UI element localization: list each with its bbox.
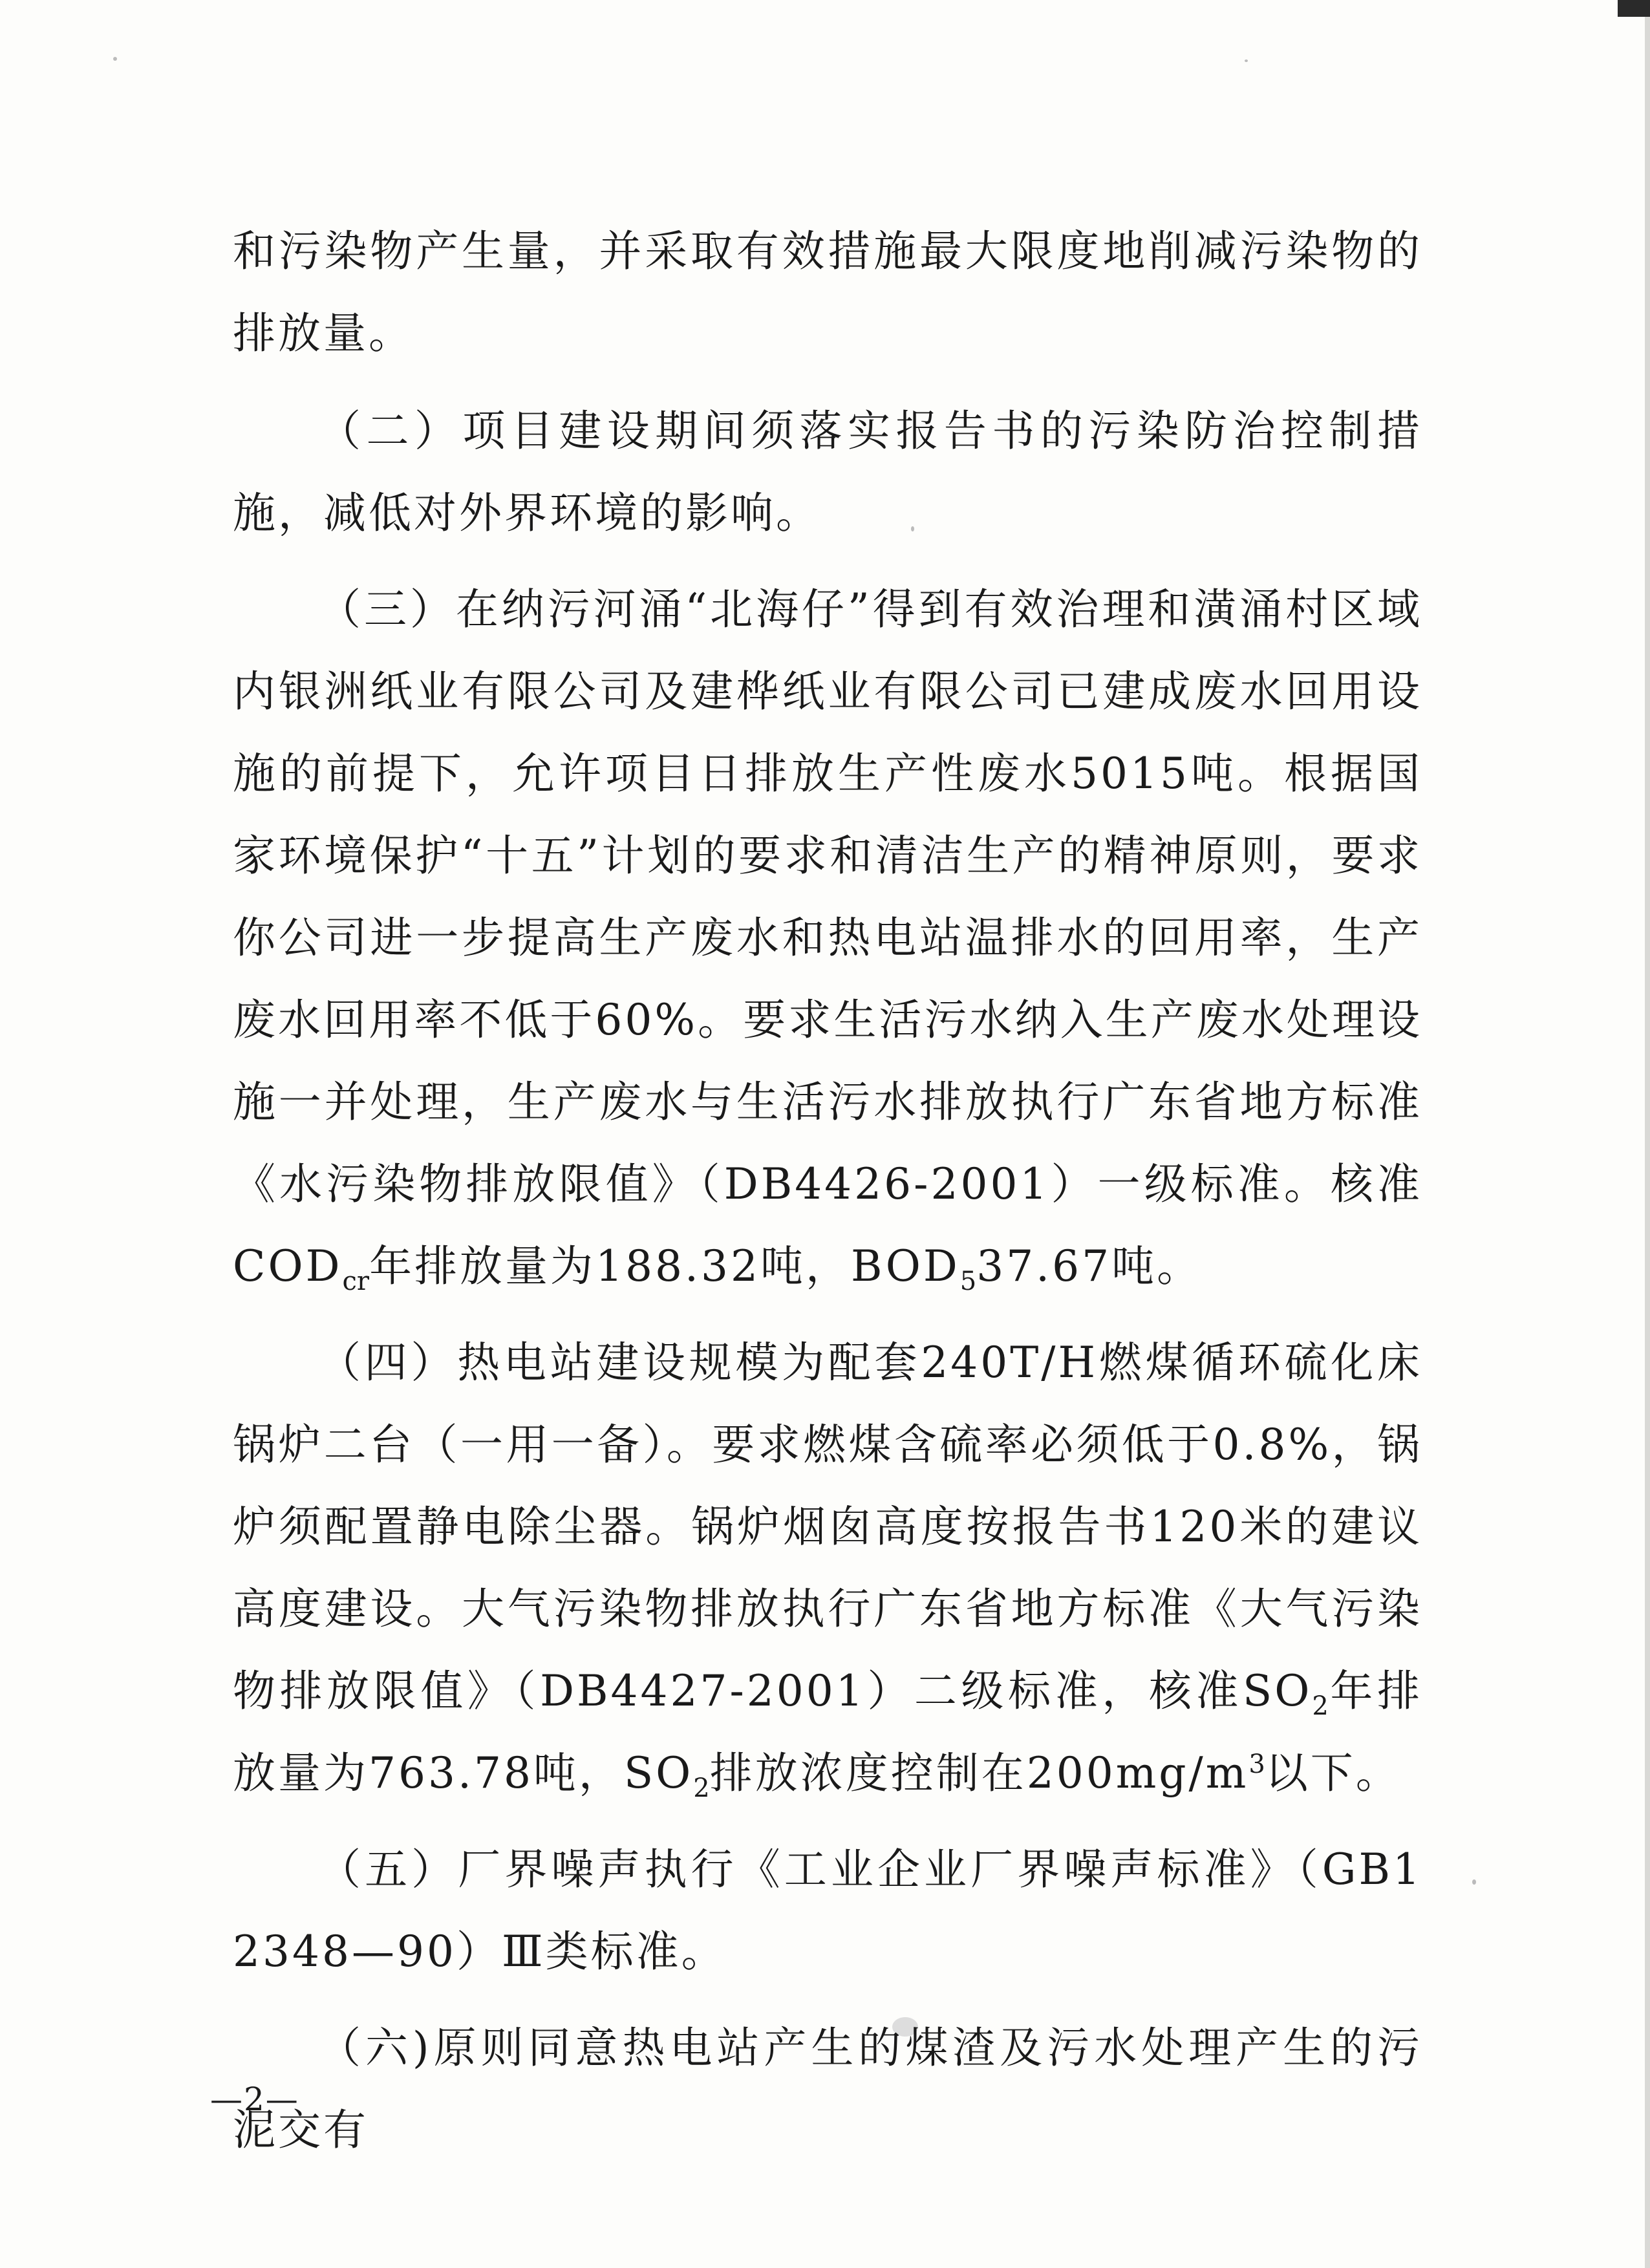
paragraph-text: 年排放量为763.78吨， [233,1666,1423,1798]
paragraph-item-3 [233,568,1422,1307]
page-number: —2— [210,2081,299,2118]
document-body [233,210,1422,2185]
cod-label: COD [233,1241,343,1291]
scan-speck [1472,1879,1476,1885]
paragraph-text: （四）热电站建设规模为配套240T/H燃煤循环硫化床锅炉二台（一用一备）。要求燃煤含硫率必须低于0.8%，锅炉须配置静电除尘器。锅炉烟囱高度按报告书120米的建议高度建设。大气污染物排放执行广东省地方标准《大气污染物排放限值》（DB4427-2001）二级标准，核准 [233,1338,1422,1716]
scan-speck [113,57,117,61]
bod-label: BOD [851,1241,960,1291]
so2-label: SO [1243,1666,1312,1716]
scan-corner-mark [1618,0,1650,17]
paragraph-text: 以下。 [1265,1748,1401,1798]
paragraph-text: 排放浓度控制在200mg/m [709,1748,1249,1798]
scan-edge [1645,0,1650,2268]
unit-superscript: 3 [1248,1749,1265,1779]
so2-subscript: 2 [1312,1691,1329,1722]
so2-label: SO [623,1748,694,1798]
paragraph-text: 年排放量为188.32吨， [369,1241,851,1291]
paragraph-text: （六)原则同意热电站产生的煤渣及污水处理产生的污泥交有 [233,2023,1422,2155]
paragraph-continuation [233,210,1422,374]
paragraph-text: （三）在纳污河涌“北海仔”得到有效治理和潢涌村区域内银洲纸业有限公司及建桦纸业有限公司已建成废水回用设施的前提下，允许项目日排放生产性废水5015吨。根据国家环境保护“十五”计划的要求和清洁生产的精神原则，要求你公司进一步提高生产废水和热电站温排水的回用率，生产废水回用率不低于60%。要求生活污水纳入生产废水处理设施一并处理，生产废水与生活污水排放执行广东省地方标准《水污染物排放限值》（DB4426-2001）一级标准。核准 [233,584,1422,1209]
paragraph-item-5 [233,1828,1422,1993]
paragraph-text: 和污染物产生量，并采取有效措施最大限度地削减污染物的排放量。 [233,226,1422,358]
paragraph-item-4 [233,1321,1422,1814]
cod-subscript: cr [342,1267,370,1297]
scan-speck [1245,59,1248,62]
bod-subscript: 5 [959,1267,977,1297]
paragraph-text: （二）项目建设期间须落实报告书的污染防治控制措施，减低对外界环境的影响。 [233,406,1422,538]
so2-subscript: 2 [693,1773,710,1804]
paragraph-item-2 [233,390,1422,554]
paragraph-text: （五）厂界噪声执行《工业企业厂界噪声标准》（GB12348—90）Ⅲ类标准。 [233,1845,1422,1976]
paragraph-item-6 [233,2007,1422,2171]
paragraph-text: 37.67吨。 [976,1241,1203,1291]
